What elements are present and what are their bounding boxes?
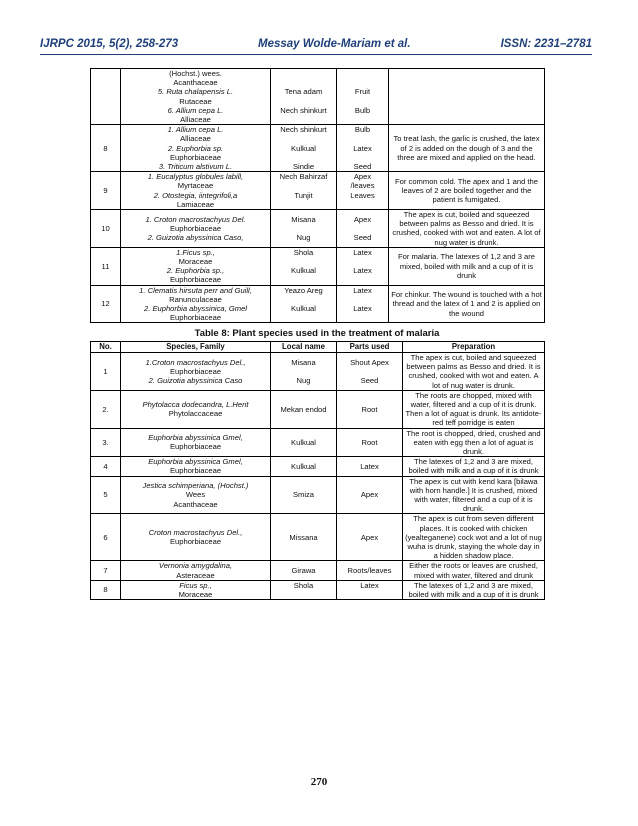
cell-line: Seed — [353, 233, 372, 243]
row-number: 6 — [91, 514, 121, 561]
cell-line: Smiza — [292, 490, 315, 500]
preparation-cell: The apex is cut, boiled and squeezed between palms as Besso and dried. It is crushed, cooked with wot and eaten. A lot of nug water is drunk. — [403, 353, 545, 391]
local-name-cell — [271, 457, 337, 476]
row-number: 5 — [91, 476, 121, 514]
cell-line: Shout Apex — [350, 357, 389, 367]
cell-line: 2. Otostegia, iintegrifoli,a — [153, 190, 238, 200]
row-number: 2. — [91, 390, 121, 428]
cell-line — [273, 78, 334, 87]
species-family-cell — [121, 285, 271, 323]
cell-line: Leaves — [350, 190, 375, 200]
local-name-cell — [271, 390, 337, 428]
cell-line — [339, 134, 386, 143]
cell-line: Seed — [360, 376, 379, 385]
cell-line: Euphorbiaceae — [169, 152, 222, 162]
cell-line: Euphorbiaceae — [169, 442, 222, 452]
parts-used-cell — [337, 125, 389, 172]
row-number: 11 — [91, 247, 121, 285]
row-number: 7 — [91, 561, 121, 580]
cell-line — [273, 115, 334, 124]
local-name-cell — [271, 172, 337, 210]
cell-line: Girawa — [291, 566, 316, 576]
parts-used-cell — [337, 353, 403, 391]
species-family-cell — [121, 390, 271, 428]
preparation-cell: To treat lash, the garlic is crushed, the latex of 2 is added on the dough of 3 and the three are mixed and applied on the head. — [389, 125, 545, 172]
cell-line: Latex — [353, 143, 372, 153]
cell-line: 1.Ficus sp., — [176, 247, 215, 257]
cell-line: /leaves — [350, 181, 375, 191]
cell-line: Nech Bahirzaf — [279, 172, 328, 182]
cell-line: Alliaceae — [180, 115, 211, 125]
cell-line — [273, 367, 334, 376]
cell-line: Kulkual — [291, 461, 316, 471]
cell-line — [273, 295, 334, 304]
table-row — [91, 172, 545, 210]
local-name-cell — [271, 69, 337, 125]
parts-used-cell — [337, 476, 403, 514]
cell-line: Bulb — [354, 105, 371, 115]
cell-line: Misana — [291, 214, 316, 224]
cell-line: Nug — [296, 233, 311, 243]
cell-line — [339, 590, 400, 599]
cell-line — [273, 257, 334, 266]
cell-line: 2. Euphorbia sp., — [166, 266, 225, 276]
table-row — [91, 285, 545, 323]
row-number: 12 — [91, 285, 121, 323]
cell-line: 1. Clematis hirsuta perr and Guill, — [139, 285, 252, 295]
cell-line: Croton macrostachyus Del., — [148, 528, 243, 538]
species-family-cell — [121, 514, 271, 561]
cell-line: 1.Croton macrostachyus Del., — [145, 357, 246, 367]
cell-line: Latex — [353, 247, 372, 257]
preparation-cell: For malaria. The latexes of 1,2 and 3 are mixed, boiled with milk and a cup of it is drunk — [389, 247, 545, 285]
cell-line: 2. Euphorbia sp. — [167, 143, 224, 153]
cell-line — [273, 134, 334, 143]
cell-line: Phytolaccaceae — [168, 409, 223, 419]
local-name-cell — [271, 125, 337, 172]
parts-used-cell — [337, 247, 389, 285]
table-row — [91, 476, 545, 514]
cell-line — [273, 181, 334, 190]
species-family-cell — [121, 125, 271, 172]
cell-line — [339, 313, 386, 322]
cell-line — [273, 69, 334, 78]
column-header: Parts used — [337, 342, 403, 353]
preparation-cell: For chinkur. The wound is touched with a hot thread and the latex of 1 and 2 is applied on the wound — [389, 285, 545, 323]
cell-line — [339, 295, 386, 304]
cell-line: Lamiaceae — [176, 199, 215, 209]
cell-line: Apex — [353, 172, 372, 182]
cell-line: Acanthaceae — [173, 78, 218, 88]
cell-line: 5. Ruta chalapensis L. — [157, 87, 234, 97]
local-name-cell — [271, 476, 337, 514]
cell-line: 1. Allium cepa L. — [167, 125, 224, 135]
cell-line — [273, 97, 334, 106]
parts-used-cell — [337, 210, 389, 248]
cell-line: Latex — [360, 580, 379, 590]
preparation-cell: The latexes of 1,2 and 3 are mixed, boiled with milk and a cup of it is drunk — [403, 580, 545, 599]
cell-line: Nech shinkurt — [280, 125, 327, 135]
column-header: Preparation — [403, 342, 545, 353]
cell-line: Euphorbiaceae — [169, 366, 222, 376]
cell-line: Bulb — [354, 125, 371, 135]
cell-line — [339, 367, 400, 376]
cell-line: Missana — [289, 532, 318, 542]
cell-line — [273, 224, 334, 233]
parts-used-cell — [337, 561, 403, 580]
cell-line: Fruit — [354, 87, 371, 97]
author-line: Messay Wolde-Mariam et al. — [258, 38, 411, 50]
table-row — [91, 390, 545, 428]
local-name-cell — [271, 210, 337, 248]
header-rule — [40, 54, 592, 55]
parts-used-cell — [337, 172, 389, 210]
cell-line: Tunjit — [294, 190, 313, 200]
cell-line: 2. Guizotia abyssinica Caso — [148, 376, 243, 385]
preparation-cell — [389, 69, 545, 125]
table7-continued — [90, 68, 545, 323]
cell-line: Euphorbiaceae — [169, 537, 222, 547]
table-row — [91, 514, 545, 561]
cell-line — [339, 257, 386, 266]
parts-used-cell — [337, 514, 403, 561]
parts-used-cell — [337, 390, 403, 428]
cell-line: Shola — [293, 580, 314, 590]
species-family-cell — [121, 353, 271, 391]
cell-line: Apex — [353, 214, 372, 224]
cell-line: Root — [361, 404, 378, 414]
preparation-cell: The root is chopped, dried, crushed and eaten with egg then a lot of aguat is drunk. — [403, 428, 545, 457]
table-row — [91, 580, 545, 599]
table8 — [90, 341, 545, 600]
table-row — [91, 210, 545, 248]
preparation-cell: The latexes of 1,2 and 3 are mixed, boiled with milk and a cup of it is drunk — [403, 457, 545, 476]
cell-line — [339, 69, 386, 78]
preparation-cell: For common cold. The apex and 1 and the leaves of 2 are boiled together and the patient is fumigated. — [389, 172, 545, 210]
cell-line: Euphorbia abyssinica Gmel, — [148, 433, 243, 443]
species-family-cell — [121, 561, 271, 580]
cell-line: Ficus sp., — [179, 580, 212, 590]
cell-line: Seed — [353, 162, 372, 172]
cell-line — [273, 153, 334, 162]
journal-citation: IJRPC 2015, 5(2), 258-273 — [40, 38, 179, 50]
cell-line: Kulkual — [291, 304, 316, 314]
cell-line: Euphorbiaceae — [169, 275, 222, 285]
cell-line: Kulkual — [291, 437, 316, 447]
table-row — [91, 125, 545, 172]
table-row — [91, 247, 545, 285]
cell-line — [273, 313, 334, 322]
cell-line: 1. Croton macrostachyus Del. — [145, 214, 246, 224]
cell-line: Latex — [353, 304, 372, 314]
cell-line: Latex — [353, 266, 372, 276]
cell-line — [339, 97, 386, 106]
column-header: Local name — [271, 342, 337, 353]
cell-line: Kulkual — [291, 143, 316, 153]
cell-line — [273, 200, 334, 209]
species-family-cell — [121, 428, 271, 457]
cell-line: Jestica schimperiana, (Hochst.) — [142, 481, 249, 491]
cell-line: Apex — [360, 490, 379, 500]
row-number: 1 — [91, 353, 121, 391]
cell-line: Latex — [360, 461, 379, 471]
cell-line: 2. Euphorbia abyssinica, Gmel — [144, 304, 247, 314]
species-family-cell — [121, 69, 271, 125]
cell-line: Roots/leaves — [347, 566, 392, 576]
row-number — [91, 69, 121, 125]
parts-used-cell — [337, 69, 389, 125]
table8-caption: Table 8: Plant species used in the treatment of malaria — [194, 328, 440, 339]
species-family-cell — [121, 210, 271, 248]
local-name-cell — [271, 561, 337, 580]
cell-line: Asteraceae — [176, 570, 215, 580]
cell-line: Apex — [360, 532, 379, 542]
table-row — [91, 353, 545, 391]
cell-line — [339, 224, 386, 233]
species-family-cell — [121, 247, 271, 285]
cell-line: 2. Guizotia abyssinica Caso, — [147, 233, 244, 243]
cell-line: 6. Allium cepa L. — [167, 105, 224, 115]
cell-line: Nech shinkurt — [280, 105, 327, 115]
row-number: 10 — [91, 210, 121, 248]
parts-used-cell — [337, 580, 403, 599]
cell-line: Phytolacca dodecandra, L.Herit — [142, 400, 249, 410]
table-row — [91, 428, 545, 457]
parts-used-cell — [337, 285, 389, 323]
cell-line: Vernonia amygdalina, — [158, 561, 233, 571]
issn-label: ISSN: 2231–2781 — [500, 38, 592, 50]
cell-line: Nug — [296, 376, 311, 385]
cell-line: Shola — [293, 247, 314, 257]
cell-line: Mekan endod — [280, 404, 327, 414]
species-family-cell — [121, 476, 271, 514]
table-row — [91, 457, 545, 476]
cell-line: Moraceae — [178, 590, 213, 600]
cell-line: Wees — [185, 490, 206, 500]
cell-line — [273, 590, 334, 599]
cell-line: 1. Eucalyptus globules labill, — [147, 172, 244, 182]
column-header: No. — [91, 342, 121, 353]
cell-line: Rutaceae — [179, 96, 212, 106]
preparation-cell: The roots are chopped, mixed with water, filtered and a cup of it is drunk. Then a lot of aguat is drunk. Its antidote-red teff porridge is eaten — [403, 390, 545, 428]
cell-line: Yeazo Areg — [284, 285, 323, 295]
preparation-cell: The apex is cut with kend kara [bilawa with horn handle.] It is crushed, mixed with water, filtered and a cup of it is drunk. — [403, 476, 545, 514]
page-number: 270 — [310, 776, 328, 788]
cell-line — [339, 153, 386, 162]
local-name-cell — [271, 353, 337, 391]
cell-line: Tena adam — [284, 87, 323, 97]
cell-line: (Hochst.) wees. — [169, 69, 222, 78]
row-number: 4 — [91, 457, 121, 476]
local-name-cell — [271, 580, 337, 599]
cell-line — [339, 275, 386, 284]
cell-line — [339, 200, 386, 209]
row-number: 9 — [91, 172, 121, 210]
cell-line: Myrtaceae — [177, 181, 214, 191]
cell-line: 3. Triticum alstivum L. — [158, 162, 233, 172]
cell-line: Kulkual — [291, 266, 316, 276]
species-family-cell — [121, 172, 271, 210]
cell-line: Acanthaceae — [173, 499, 218, 509]
cell-line: Euphorbiaceae — [169, 466, 222, 476]
parts-used-cell — [337, 457, 403, 476]
local-name-cell — [271, 247, 337, 285]
running-header — [40, 38, 592, 54]
row-number: 8 — [91, 580, 121, 599]
cell-line — [339, 78, 386, 87]
preparation-cell: The apex is cut, boiled and squeezed between palms as Besso and dried. It is crushed, cooked with wot and eaten. A lot of nug water is drunk. — [389, 210, 545, 248]
cell-line: Sindie — [292, 162, 315, 172]
species-family-cell — [121, 580, 271, 599]
preparation-cell: The apex is cut from seven different places. It is cooked with chicken (yealteganene) cock wot and a lot of nug wuha is drunk, staying the whole day in a hidden shadow place. — [403, 514, 545, 561]
species-family-cell — [121, 457, 271, 476]
table-row — [91, 69, 545, 125]
local-name-cell — [271, 514, 337, 561]
cell-line: Misana — [291, 357, 316, 367]
cell-line: Latex — [353, 285, 372, 295]
cell-line: Root — [361, 437, 378, 447]
local-name-cell — [271, 428, 337, 457]
preparation-cell: Either the roots or leaves are crushed, mixed with water, filtered and drunk — [403, 561, 545, 580]
parts-used-cell — [337, 428, 403, 457]
cell-line: Ranunculaceae — [169, 294, 222, 304]
row-number: 3. — [91, 428, 121, 457]
cell-line: Moraceae — [178, 257, 213, 267]
row-number: 8 — [91, 125, 121, 172]
cell-line: Euphorbia abyssinica Gmel, — [148, 457, 243, 467]
cell-line — [273, 275, 334, 284]
column-header: Species, Family — [121, 342, 271, 353]
cell-line: Alliaceae — [180, 134, 211, 144]
local-name-cell — [271, 285, 337, 323]
table-row — [91, 561, 545, 580]
cell-line: Euphorbiaceae — [169, 313, 222, 323]
cell-line — [339, 115, 386, 124]
cell-line: Euphorbiaceae — [169, 223, 222, 233]
